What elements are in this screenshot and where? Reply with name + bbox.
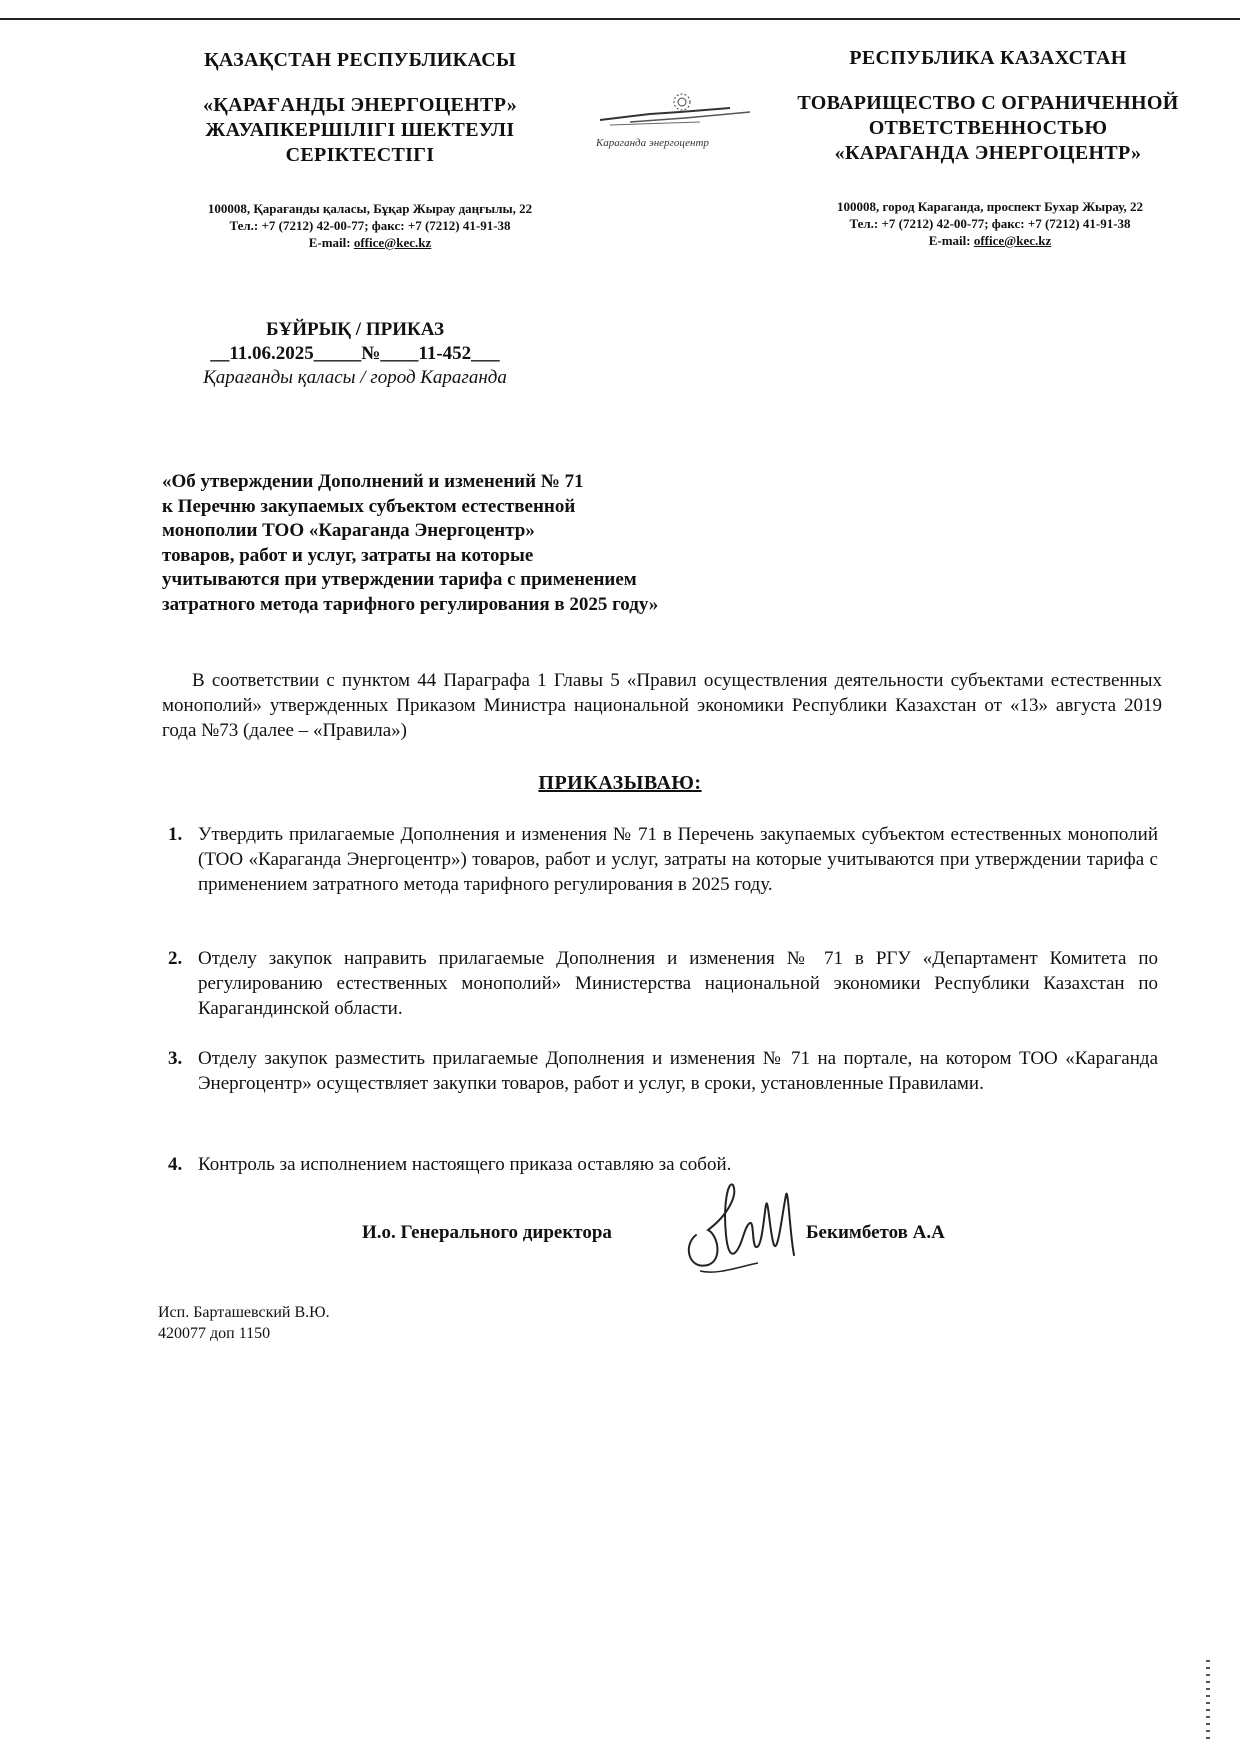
address-right-email-label: E-mail: xyxy=(928,233,974,248)
item-text: Контроль за исполнением настоящего приказа оставляю за собой. xyxy=(198,1154,732,1175)
header-left-kazakh xyxy=(150,48,570,168)
subject-line: «Об утверждении Дополнений и изменений № 71 xyxy=(162,471,584,492)
header-left-company-line1: «ҚАРАҒАНДЫ ЭНЕРГОЦЕНТР» xyxy=(202,94,518,116)
address-right-street: 100008, город Караганда, проспект Бухар Жырау, 22 xyxy=(837,199,1143,214)
header-right-company-line1: ТОВАРИЩЕСТВО С ОГРАНИЧЕННОЙ xyxy=(797,92,1179,114)
address-left-street: 100008, Қарағанды қаласы, Бұқар Жырау даңғылы, 22 xyxy=(207,201,533,216)
header-right-russian xyxy=(778,46,1198,166)
order-item xyxy=(168,1152,1158,1177)
address-left xyxy=(160,200,580,251)
order-block xyxy=(185,318,525,390)
handwritten-signature xyxy=(678,1175,808,1285)
address-left-phone: Тел.: +7 (7212) 42-00-77; факс: +7 (7212) 41-91-38 xyxy=(229,218,511,233)
executor-phone: 420077 доп 1150 xyxy=(158,1325,271,1342)
address-left-email-link[interactable]: office@kec.kz xyxy=(353,235,432,250)
item-number: 4. xyxy=(168,1154,183,1175)
address-right xyxy=(780,198,1200,249)
top-border-line xyxy=(0,18,1240,20)
order-item xyxy=(168,822,1158,897)
address-left-email-label: E-mail: xyxy=(308,235,354,250)
order-item xyxy=(168,1046,1158,1096)
executor-name: Исп. Барташевский В.Ю. xyxy=(158,1304,330,1321)
subject-line: учитываются при утверждении тарифа с применением xyxy=(162,569,637,590)
order-number-line: __11.06.2025_____№____11-452___ xyxy=(210,343,500,364)
subject-line: монополии ТОО «Караганда Энергоцентр» xyxy=(162,520,535,541)
signer-title: И.о. Генерального директора xyxy=(362,1222,612,1243)
address-right-email-line xyxy=(780,232,1200,249)
header-right-company-line3: «КАРАГАНДА ЭНЕРГОЦЕНТР» xyxy=(834,142,1142,164)
header-left-country: ҚАЗАҚСТАН РЕСПУБЛИКАСЫ xyxy=(204,49,516,71)
scan-edge-marks xyxy=(1206,1660,1210,1740)
item-text: Утвердить прилагаемые Дополнения и изменения № 71 в Перечень закупаемых субъектом естественных монополий (ТОО «Караганда Энергоцентр») товаров, работ и услуг, затраты на которые учитываются при утверждении тарифа с применением затратного метода тарифного регулирования в 2025 году. xyxy=(198,824,1158,895)
order-city: Қарағанды қаласы / город Караганда xyxy=(203,367,507,388)
subject-line: к Перечню закупаемых субъектом естественной xyxy=(162,495,576,517)
item-number: 1. xyxy=(168,824,183,845)
address-left-email-line xyxy=(160,234,580,251)
executor-block xyxy=(158,1302,330,1344)
item-text: Отделу закупок направить прилагаемые Дополнения и изменения № 71 в РГУ «Департамент Комитета по регулированию естественных монополий» Министерства национальной экономики Республики Казахстан по Карагандинской области. xyxy=(198,948,1158,1019)
signer-name: Бекимбетов А.А xyxy=(806,1222,945,1243)
item-text: Отделу закупок разместить прилагаемые Дополнения и изменения № 71 на портале, на котором ТОО «Караганда Энергоцентр» осуществляет закупки товаров, работ и услуг, в сроки, установленные Правилами. xyxy=(198,1048,1158,1094)
subject-line: затратного метода тарифного регулирования в 2025 году» xyxy=(162,593,659,615)
header-right-company-line2: ОТВЕТСТВЕННОСТЬЮ xyxy=(868,117,1108,139)
header-right-country: РЕСПУБЛИКА КАЗАХСТАН xyxy=(849,47,1127,69)
address-right-phone: Тел.: +7 (7212) 42-00-77; факс: +7 (7212) 41-91-38 xyxy=(849,216,1131,231)
preamble-paragraph: В соответствии с пунктом 44 Параграфа 1 Главы 5 «Правил осуществления деятельности субъектами естественных монополий» утвержденных Приказом Министра национальной экономики Республики Казахстан от «13» августа 2019 года №73 (далее – «Правила») xyxy=(162,670,1162,741)
subject-line: товаров, работ и услуг, затраты на которые xyxy=(162,544,534,566)
logo-text: Караганда энергоцентр xyxy=(596,137,709,149)
address-right-email-link[interactable]: office@kec.kz xyxy=(973,233,1052,248)
item-number: 2. xyxy=(168,948,183,969)
order-subject xyxy=(162,470,762,617)
header-left-company-line2: ЖАУАПКЕРШІЛІГІ ШЕКТЕУЛІ xyxy=(205,119,515,141)
order-title: БҰЙРЫҚ / ПРИКАЗ xyxy=(265,319,445,340)
item-number: 3. xyxy=(168,1048,183,1069)
order-item xyxy=(168,946,1158,1021)
company-logo xyxy=(590,78,765,158)
decree-heading: ПРИКАЗЫВАЮ: xyxy=(538,772,702,794)
header-left-company-line3: СЕРІКТЕСТІГІ xyxy=(285,144,435,166)
